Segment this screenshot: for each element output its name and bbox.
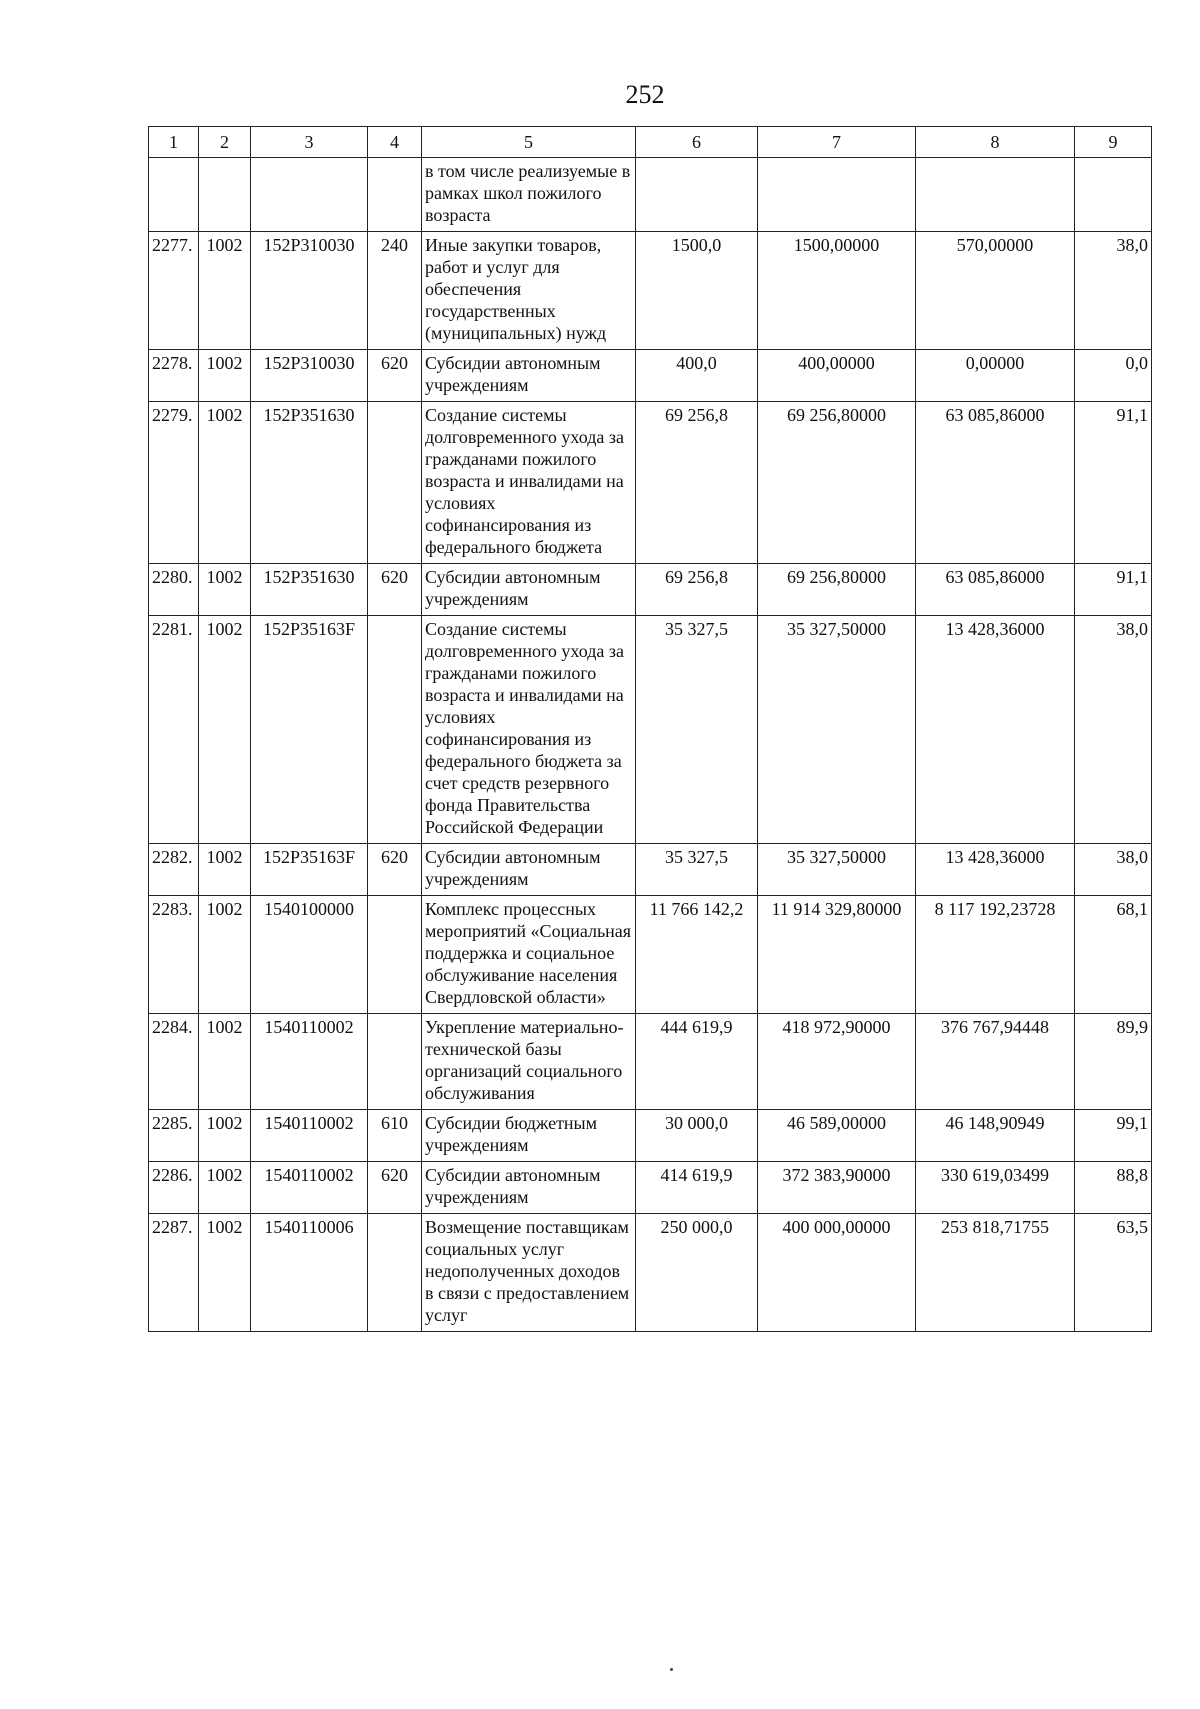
execution-percent-cell: 38,0 xyxy=(1075,616,1152,844)
column-header: 1 xyxy=(149,127,199,158)
execution-percent-cell: 99,1 xyxy=(1075,1110,1152,1162)
plan-amount-cell xyxy=(636,158,758,232)
execution-percent-cell: 91,1 xyxy=(1075,564,1152,616)
table-row xyxy=(149,896,1152,1014)
header-row xyxy=(149,127,1152,158)
expense-type-cell xyxy=(368,1214,422,1332)
revised-amount-cell: 46 589,00000 xyxy=(758,1110,916,1162)
revised-amount-cell: 69 256,80000 xyxy=(758,402,916,564)
table-row xyxy=(149,844,1152,896)
row-number-cell: 2278. xyxy=(149,350,199,402)
execution-percent-cell: 89,9 xyxy=(1075,1014,1152,1110)
target-code-cell: 1540110002 xyxy=(251,1110,368,1162)
row-number-cell: 2287. xyxy=(149,1214,199,1332)
section-code-cell: 1002 xyxy=(199,844,251,896)
actual-amount-cell: 0,00000 xyxy=(916,350,1075,402)
revised-amount-cell xyxy=(758,158,916,232)
revised-amount-cell: 35 327,50000 xyxy=(758,844,916,896)
row-number-cell xyxy=(149,158,199,232)
item-name-cell: Комплекс процессных мероприятий «Социальная поддержка и социальное обслуживание населения Свердловской области» xyxy=(422,896,636,1014)
plan-amount-cell: 1500,0 xyxy=(636,232,758,350)
actual-amount-cell: 253 818,71755 xyxy=(916,1214,1075,1332)
plan-amount-cell: 69 256,8 xyxy=(636,564,758,616)
column-header: 7 xyxy=(758,127,916,158)
table-row xyxy=(149,1214,1152,1332)
section-code-cell: 1002 xyxy=(199,1214,251,1332)
expense-type-cell xyxy=(368,616,422,844)
expense-type-cell: 620 xyxy=(368,564,422,616)
actual-amount-cell: 376 767,94448 xyxy=(916,1014,1075,1110)
revised-amount-cell: 400,00000 xyxy=(758,350,916,402)
target-code-cell: 152P310030 xyxy=(251,350,368,402)
item-name-cell: Создание системы долговременного ухода за гражданами пожилого возраста и инвалидами на условиях софинансирования из федерального бюджета за счет средств резервного фонда Правительства Российской Федерации xyxy=(422,616,636,844)
expense-type-cell xyxy=(368,158,422,232)
table-body xyxy=(149,158,1152,1332)
plan-amount-cell: 69 256,8 xyxy=(636,402,758,564)
actual-amount-cell xyxy=(916,158,1075,232)
expense-type-cell xyxy=(368,896,422,1014)
actual-amount-cell: 8 117 192,23728 xyxy=(916,896,1075,1014)
execution-percent-cell xyxy=(1075,158,1152,232)
expense-type-cell: 620 xyxy=(368,1162,422,1214)
item-name-cell: в том числе реализуемые в рамках школ пожилого возраста xyxy=(422,158,636,232)
revised-amount-cell: 400 000,00000 xyxy=(758,1214,916,1332)
page-number: 252 xyxy=(625,80,665,109)
target-code-cell: 152P35163F xyxy=(251,844,368,896)
expense-type-cell: 620 xyxy=(368,350,422,402)
item-name-cell: Укрепление материально-технической базы организаций социального обслуживания xyxy=(422,1014,636,1110)
expense-type-cell xyxy=(368,1014,422,1110)
plan-amount-cell: 250 000,0 xyxy=(636,1214,758,1332)
row-number-cell: 2286. xyxy=(149,1162,199,1214)
expense-type-cell: 240 xyxy=(368,232,422,350)
actual-amount-cell: 46 148,90949 xyxy=(916,1110,1075,1162)
column-header: 5 xyxy=(422,127,636,158)
row-number-cell: 2283. xyxy=(149,896,199,1014)
target-code-cell: 152P351630 xyxy=(251,402,368,564)
plan-amount-cell: 11 766 142,2 xyxy=(636,896,758,1014)
plan-amount-cell: 30 000,0 xyxy=(636,1110,758,1162)
actual-amount-cell: 570,00000 xyxy=(916,232,1075,350)
expense-type-cell: 610 xyxy=(368,1110,422,1162)
table-row xyxy=(149,1110,1152,1162)
item-name-cell: Иные закупки товаров, работ и услуг для обеспечения государственных (муниципальных) нужд xyxy=(422,232,636,350)
table-row xyxy=(149,1162,1152,1214)
item-name-cell: Субсидии автономным учреждениям xyxy=(422,1162,636,1214)
row-number-cell: 2277. xyxy=(149,232,199,350)
plan-amount-cell: 414 619,9 xyxy=(636,1162,758,1214)
column-header: 6 xyxy=(636,127,758,158)
item-name-cell: Субсидии бюджетным учреждениям xyxy=(422,1110,636,1162)
plan-amount-cell: 35 327,5 xyxy=(636,616,758,844)
plan-amount-cell: 400,0 xyxy=(636,350,758,402)
expense-type-cell: 620 xyxy=(368,844,422,896)
section-code-cell: 1002 xyxy=(199,1162,251,1214)
section-code-cell: 1002 xyxy=(199,1110,251,1162)
actual-amount-cell: 63 085,86000 xyxy=(916,402,1075,564)
item-name-cell: Создание системы долговременного ухода за гражданами пожилого возраста и инвалидами на условиях софинансирования из федерального бюджета xyxy=(422,402,636,564)
target-code-cell: 152P310030 xyxy=(251,232,368,350)
column-header: 9 xyxy=(1075,127,1152,158)
section-code-cell xyxy=(199,158,251,232)
execution-percent-cell: 63,5 xyxy=(1075,1214,1152,1332)
target-code-cell: 1540110002 xyxy=(251,1014,368,1110)
table-row xyxy=(149,1014,1152,1110)
table-row xyxy=(149,158,1152,232)
execution-percent-cell: 0,0 xyxy=(1075,350,1152,402)
column-header: 8 xyxy=(916,127,1075,158)
item-name-cell: Возмещение поставщикам социальных услуг недополученных доходов в связи с предоставлением услуг xyxy=(422,1214,636,1332)
target-code-cell: 1540100000 xyxy=(251,896,368,1014)
execution-percent-cell: 38,0 xyxy=(1075,232,1152,350)
actual-amount-cell: 63 085,86000 xyxy=(916,564,1075,616)
row-number-cell: 2279. xyxy=(149,402,199,564)
execution-percent-cell: 91,1 xyxy=(1075,402,1152,564)
revised-amount-cell: 35 327,50000 xyxy=(758,616,916,844)
table-row xyxy=(149,564,1152,616)
plan-amount-cell: 35 327,5 xyxy=(636,844,758,896)
table-row xyxy=(149,402,1152,564)
row-number-cell: 2280. xyxy=(149,564,199,616)
column-header: 3 xyxy=(251,127,368,158)
row-number-cell: 2284. xyxy=(149,1014,199,1110)
budget-table xyxy=(148,126,1152,1332)
table-row xyxy=(149,616,1152,844)
item-name-cell: Субсидии автономным учреждениям xyxy=(422,350,636,402)
execution-percent-cell: 68,1 xyxy=(1075,896,1152,1014)
row-number-cell: 2285. xyxy=(149,1110,199,1162)
row-number-cell: 2281. xyxy=(149,616,199,844)
item-name-cell: Субсидии автономным учреждениям xyxy=(422,564,636,616)
section-code-cell: 1002 xyxy=(199,616,251,844)
table-row xyxy=(149,232,1152,350)
actual-amount-cell: 330 619,03499 xyxy=(916,1162,1075,1214)
revised-amount-cell: 372 383,90000 xyxy=(758,1162,916,1214)
section-code-cell: 1002 xyxy=(199,350,251,402)
scan-speck xyxy=(670,1668,673,1671)
revised-amount-cell: 418 972,90000 xyxy=(758,1014,916,1110)
target-code-cell: 1540110002 xyxy=(251,1162,368,1214)
section-code-cell: 1002 xyxy=(199,1014,251,1110)
revised-amount-cell: 69 256,80000 xyxy=(758,564,916,616)
column-header: 2 xyxy=(199,127,251,158)
column-header: 4 xyxy=(368,127,422,158)
row-number-cell: 2282. xyxy=(149,844,199,896)
target-code-cell: 152P35163F xyxy=(251,616,368,844)
section-code-cell: 1002 xyxy=(199,402,251,564)
actual-amount-cell: 13 428,36000 xyxy=(916,616,1075,844)
target-code-cell: 1540110006 xyxy=(251,1214,368,1332)
table-row xyxy=(149,350,1152,402)
revised-amount-cell: 1500,00000 xyxy=(758,232,916,350)
plan-amount-cell: 444 619,9 xyxy=(636,1014,758,1110)
execution-percent-cell: 88,8 xyxy=(1075,1162,1152,1214)
item-name-cell: Субсидии автономным учреждениям xyxy=(422,844,636,896)
target-code-cell: 152P351630 xyxy=(251,564,368,616)
expense-type-cell xyxy=(368,402,422,564)
section-code-cell: 1002 xyxy=(199,232,251,350)
section-code-cell: 1002 xyxy=(199,564,251,616)
revised-amount-cell: 11 914 329,80000 xyxy=(758,896,916,1014)
target-code-cell xyxy=(251,158,368,232)
execution-percent-cell: 38,0 xyxy=(1075,844,1152,896)
actual-amount-cell: 13 428,36000 xyxy=(916,844,1075,896)
section-code-cell: 1002 xyxy=(199,896,251,1014)
